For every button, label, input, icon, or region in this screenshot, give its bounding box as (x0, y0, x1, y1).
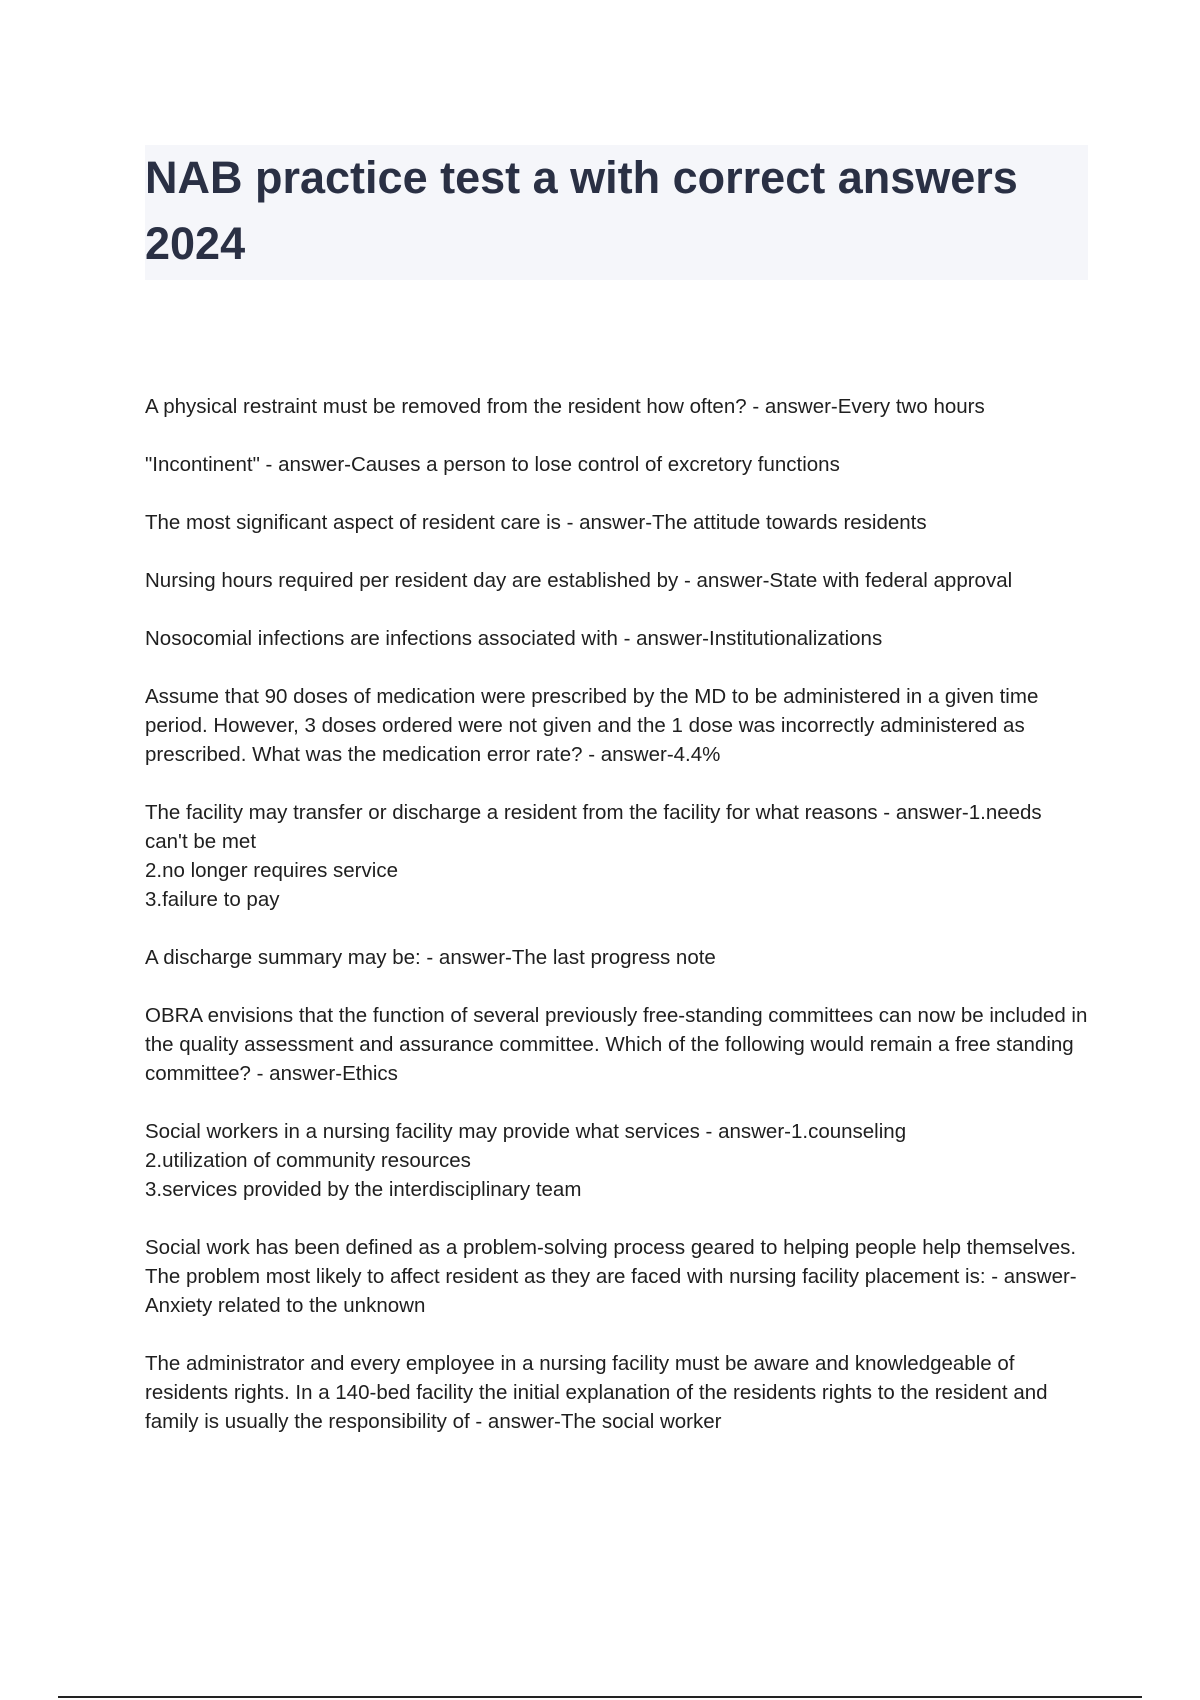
qa-item: Nosocomial infections are infections associated with - answer-Institutionalizations (145, 627, 883, 650)
qa-item: "Incontinent" - answer-Causes a person to lose control of excretory functions (145, 453, 840, 476)
qa-item: OBRA envisions that the function of several previously free-standing committees can now be included in the quality assessment and assurance committee. Which of the following would remain a free standing committee? - answer-Ethics (145, 1004, 1088, 1085)
qa-item: A discharge summary may be: - answer-The last progress note (145, 946, 716, 969)
qa-item: A physical restraint must be removed from the resident how often? - answer-Every two hours (145, 395, 985, 418)
qa-item: Social workers in a nursing facility may provide what services - answer-1.counseling 2.utilization of community resources 3.services provided by the interdisciplinary team (145, 1120, 907, 1201)
qa-item: Nursing hours required per resident day are established by - answer-State with federal approval (145, 569, 1013, 592)
qa-item: Social work has been defined as a problem-solving process geared to helping people help themselves. The problem most likely to affect resident as they are faced with nursing facility placement is: - answer-Anxiety related to the unknown (145, 1236, 1077, 1317)
document-title: NAB practice test a with correct answers 2024 (145, 152, 1018, 269)
qa-item: Assume that 90 doses of medication were prescribed by the MD to be administered in a given time period. However, 3 doses ordered were not given and the 1 dose was incorrectly administered as prescribed. What was the medication error rate? - answer-4.4% (145, 685, 1039, 766)
qa-list (145, 392, 1090, 1465)
qa-item: The most significant aspect of resident care is - answer-The attitude towards residents (145, 511, 927, 534)
qa-item: The facility may transfer or discharge a resident from the facility for what reasons - answer-1.needs can't be met 2.no longer requires service 3.failure to pay (145, 801, 1042, 911)
qa-item: The administrator and every employee in a nursing facility must be aware and knowledgeable of residents rights. In a 140-bed facility the initial explanation of the residents rights to the resident and family is usually the responsibility of - answer-The social worker (145, 1352, 1048, 1433)
footer-rule (58, 1696, 1142, 1698)
title-banner (145, 145, 1088, 280)
